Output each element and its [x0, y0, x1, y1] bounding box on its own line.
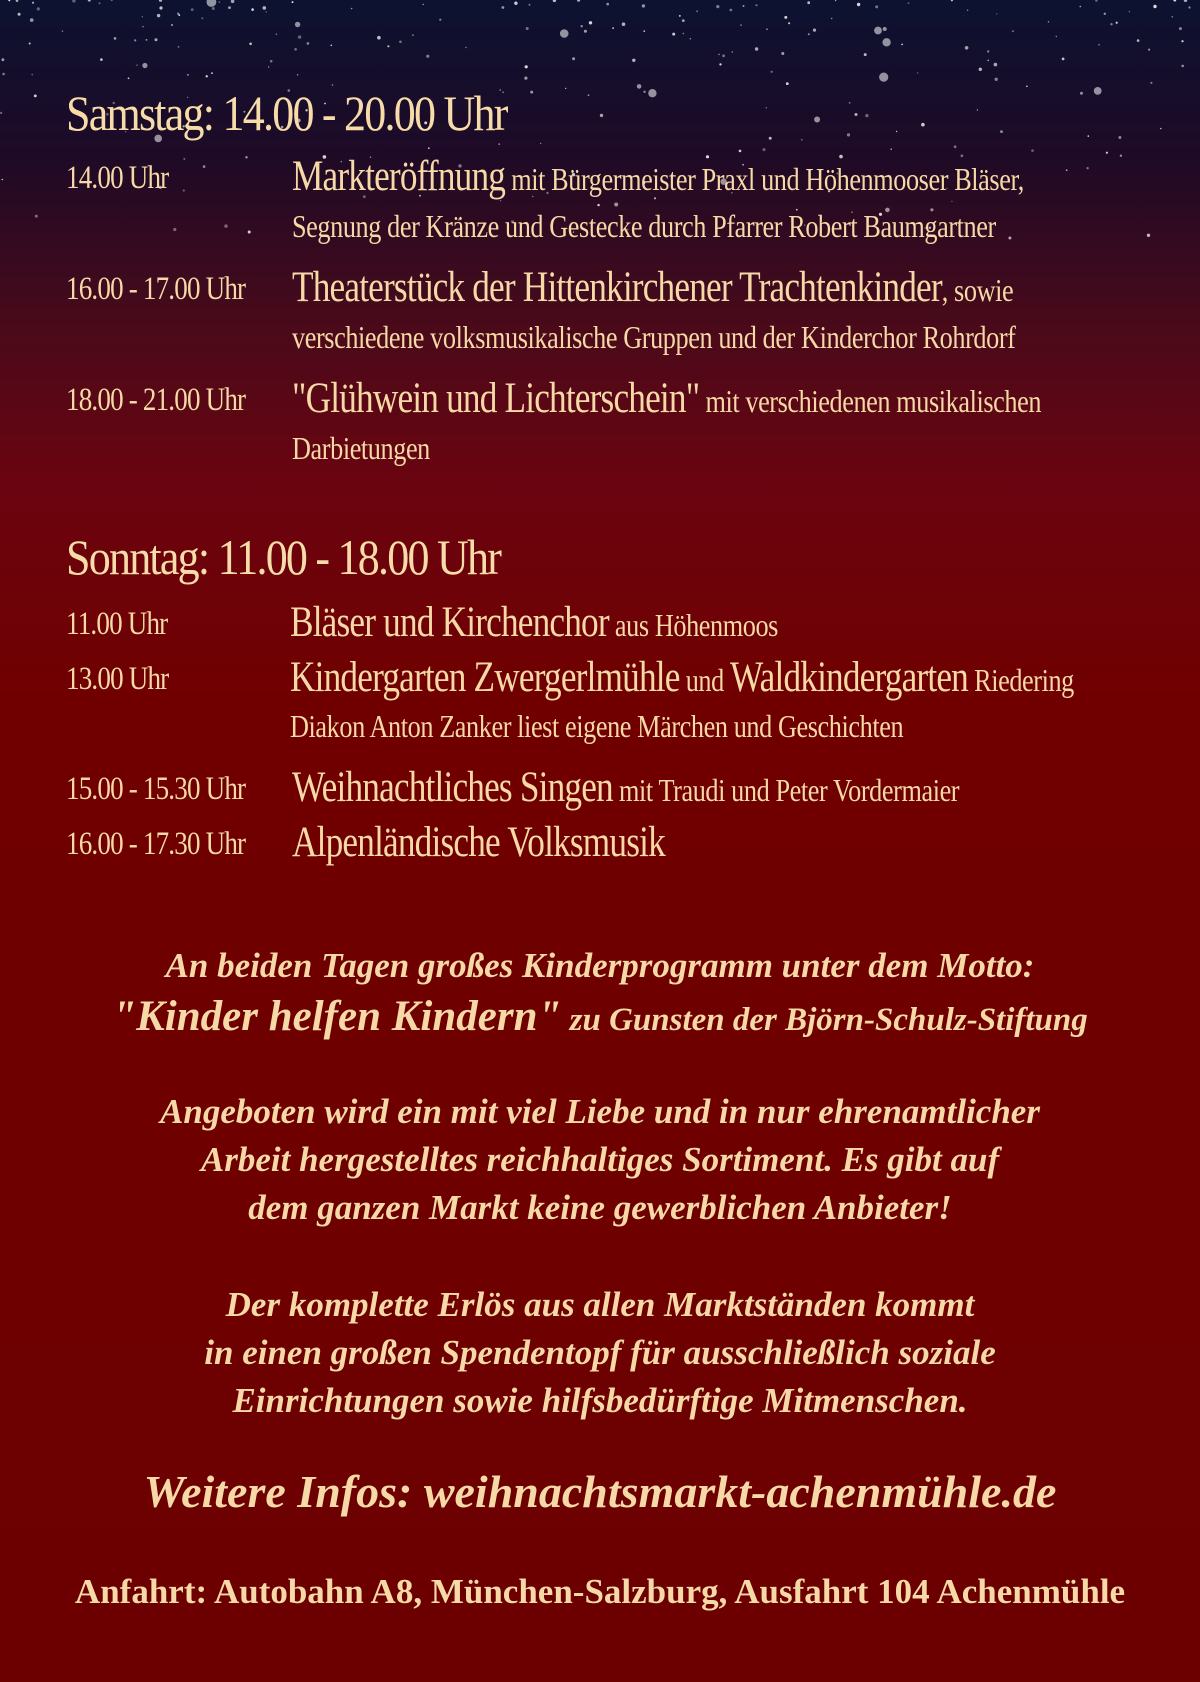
offer-line-1: Angeboten wird ein mit viel Liebe und in nur ehrenamtlicher: [160, 1092, 1040, 1131]
offer-line-3: dem ganzen Markt keine gewerblichen Anbieter!: [248, 1188, 952, 1227]
sunday-row: [66, 598, 1186, 654]
event-description: [290, 598, 778, 647]
motto-line-2: [0, 992, 1200, 1041]
event-detail: mit verschiedenen musikalischen: [699, 383, 1042, 419]
event-description: [292, 430, 430, 467]
proceeds-line-2: in einen großen Spendentopf für ausschließlich soziale: [204, 1333, 996, 1372]
event-description: [290, 653, 1074, 702]
proceeds-line-3: Einrichtungen sowie hilfsbedürftige Mitmenschen.: [232, 1381, 968, 1420]
event-description: [292, 319, 1015, 356]
saturday-row: [66, 152, 1186, 208]
event-title: "Glühwein und Lichterschein": [292, 375, 700, 422]
event-detail: Segnung der Kränze und Gestecke durch Pfarrer Robert Baumgartner: [292, 207, 996, 244]
event-description: [292, 763, 959, 812]
saturday-row: [66, 208, 1186, 264]
sunday-row: [66, 763, 1186, 819]
event-title: Theaterstück der Hittenkirchener Trachtenkinder: [292, 264, 942, 311]
saturday-heading: Samstag: 14.00 - 20.00 Uhr: [66, 85, 507, 141]
event-detail: und: [679, 662, 731, 698]
event-description: [292, 818, 665, 867]
sunday-row: [66, 653, 1186, 709]
event-time: 13.00 Uhr: [66, 661, 169, 697]
event-description: [292, 374, 1041, 423]
sunday-heading: Sonntag: 11.00 - 18.00 Uhr: [66, 529, 501, 585]
event-detail: , sowie: [941, 272, 1014, 308]
saturday-row: [66, 374, 1186, 430]
offer-line-2: Arbeit hergestelltes reichhaltiges Sortiment. Es gibt auf: [200, 1140, 1000, 1179]
event-time: 15.00 - 15.30 Uhr: [66, 771, 246, 807]
website-info: Weitere Infos: weihnachtsmarkt-achenmühle.de: [143, 1466, 1057, 1517]
event-detail: verschiedene volksmusikalische Gruppen und der Kinderchor Rohrdorf: [292, 318, 1016, 355]
event-title: Weihnachtliches Singen: [292, 764, 613, 811]
proceeds-paragraph: [0, 1281, 1200, 1425]
event-time: 18.00 - 21.00 Uhr: [66, 382, 246, 418]
event-title: Waldkindergarten: [730, 654, 968, 701]
event-time: 16.00 - 17.00 Uhr: [66, 271, 246, 307]
event-detail: mit Bürgermeister Praxl und Höhenmooser Bläser,: [505, 161, 1024, 197]
event-detail: aus Höhenmoos: [608, 607, 778, 643]
event-description: [292, 152, 1024, 201]
event-description: [292, 263, 1013, 312]
sunday-row: [66, 818, 1186, 874]
event-time: 16.00 - 17.30 Uhr: [66, 826, 246, 862]
event-detail: Darbietungen: [292, 429, 430, 466]
saturday-row: [66, 430, 1186, 486]
event-time: 11.00 Uhr: [66, 606, 168, 642]
event-description: [290, 708, 903, 745]
event-detail: Riedering: [967, 662, 1074, 698]
directions: Anfahrt: Autobahn A8, München-Salzburg, Ausfahrt 104 Achenmühle: [74, 1572, 1126, 1611]
event-title: Kindergarten Zwergerlmühle: [290, 654, 680, 701]
motto-beneficiary: zu Gunsten der Björn-Schulz-Stiftung: [561, 1002, 1088, 1038]
proceeds-line-1: Der komplette Erlös aus allen Marktständen kommt: [225, 1285, 975, 1324]
offer-paragraph: [0, 1088, 1200, 1232]
saturday-row: [66, 319, 1186, 375]
motto-title: "Kinder helfen Kindern": [112, 993, 562, 1040]
sunday-row: [66, 708, 1186, 764]
event-time: 14.00 Uhr: [66, 160, 169, 196]
event-detail: mit Traudi und Peter Vordermaier: [612, 772, 960, 808]
event-title: Markteröffnung: [292, 153, 506, 200]
saturday-row: [66, 263, 1186, 319]
event-description: [292, 208, 996, 245]
motto-line-1: An beiden Tagen großes Kinderprogramm unter dem Motto:: [165, 946, 1035, 985]
event-title: Bläser und Kirchenchor: [290, 599, 609, 646]
event-detail: Diakon Anton Zanker liest eigene Märchen und Geschichten: [290, 708, 904, 744]
event-title: Alpenländische Volksmusik: [292, 819, 665, 866]
